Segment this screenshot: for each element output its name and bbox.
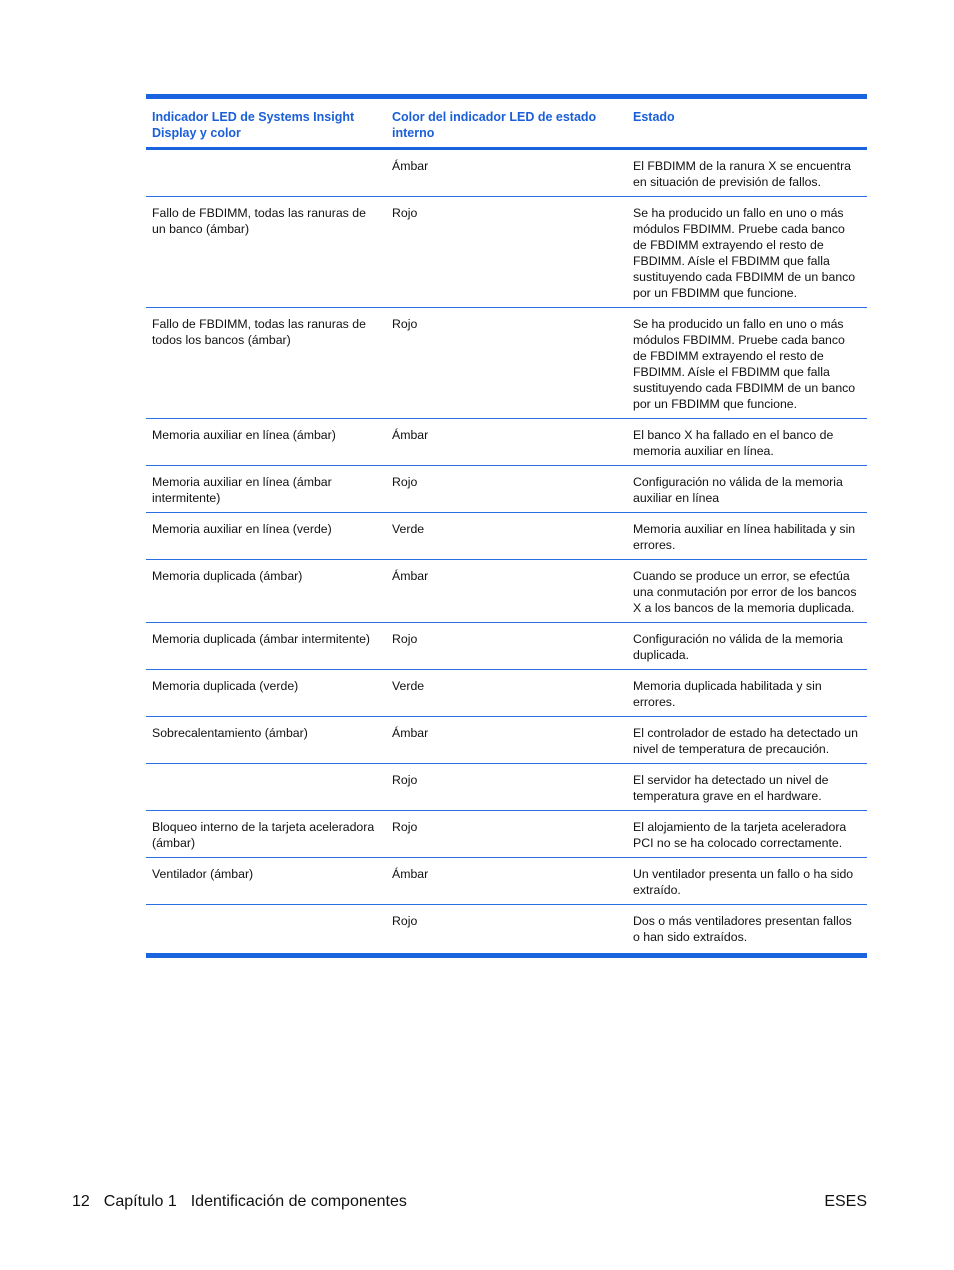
status-table-container	[146, 94, 867, 958]
cell-sid-led: Ventilador (ámbar)	[146, 858, 386, 905]
cell-status: Configuración no válida de la memoria auxiliar en línea	[627, 466, 867, 513]
cell-internal-led: Rojo	[386, 466, 627, 513]
cell-internal-led: Verde	[386, 513, 627, 560]
cell-internal-led: Ámbar	[386, 560, 627, 623]
table-row	[146, 560, 867, 623]
cell-status: Cuando se produce un error, se efectúa una conmutación por error de los bancos X a los bancos de la memoria duplicada.	[627, 560, 867, 623]
table-row	[146, 466, 867, 513]
table-row	[146, 513, 867, 560]
cell-sid-led	[146, 905, 386, 956]
cell-sid-led	[146, 764, 386, 811]
header-sid-led: Indicador LED de Systems Insight Display y color	[146, 97, 386, 149]
table-header-row	[146, 97, 867, 149]
cell-internal-led: Ámbar	[386, 419, 627, 466]
footer-left	[72, 1192, 407, 1212]
led-status-table	[146, 94, 867, 958]
cell-status: El FBDIMM de la ranura X se encuentra en situación de previsión de fallos.	[627, 149, 867, 197]
cell-status: Un ventilador presenta un fallo o ha sido extraído.	[627, 858, 867, 905]
cell-sid-led: Memoria auxiliar en línea (ámbar)	[146, 419, 386, 466]
cell-status: El servidor ha detectado un nivel de temperatura grave en el hardware.	[627, 764, 867, 811]
cell-status: Configuración no válida de la memoria duplicada.	[627, 623, 867, 670]
cell-internal-led: Rojo	[386, 811, 627, 858]
page-number: 12	[72, 1193, 90, 1210]
cell-sid-led: Sobrecalentamiento (ámbar)	[146, 717, 386, 764]
table-row	[146, 623, 867, 670]
cell-status: Dos o más ventiladores presentan fallos o han sido extraídos.	[633, 914, 852, 944]
cell-internal-led: Rojo	[386, 623, 627, 670]
table-row	[146, 717, 867, 764]
cell-internal-led: Ámbar	[386, 858, 627, 905]
cell-internal-led: Verde	[386, 670, 627, 717]
cell-status: El controlador de estado ha detectado un nivel de temperatura de precaución.	[627, 717, 867, 764]
cell-sid-led	[146, 149, 386, 197]
cell-status: Memoria auxiliar en línea habilitada y sin errores.	[627, 513, 867, 560]
cell-internal-led: Rojo	[386, 308, 627, 419]
header-status: Estado	[627, 97, 867, 149]
chapter-title: Identificación de componentes	[190, 1193, 407, 1210]
chapter-label: Capítulo 1	[103, 1193, 177, 1210]
cell-sid-led: Memoria duplicada (verde)	[146, 670, 386, 717]
cell-internal-led: Ámbar	[386, 149, 627, 197]
cell-internal-led: Rojo	[386, 764, 627, 811]
table-row	[146, 905, 867, 956]
cell-status: Memoria duplicada habilitada y sin errores.	[627, 670, 867, 717]
cell-sid-led: Memoria duplicada (ámbar)	[146, 560, 386, 623]
cell-sid-led: Memoria auxiliar en línea (verde)	[146, 513, 386, 560]
cell-sid-led: Bloqueo interno de la tarjeta aceleradora (ámbar)	[146, 811, 386, 858]
cell-status: El banco X ha fallado en el banco de memoria auxiliar en línea.	[627, 419, 867, 466]
table-row	[146, 764, 867, 811]
table-row	[146, 419, 867, 466]
cell-status: Se ha producido un fallo en uno o más módulos FBDIMM. Pruebe cada banco de FBDIMM extrayendo el resto de FBDIMM. Aísle el FBDIMM que falla sustituyendo cada FBDIMM de un banco por un FBDIMM que funcione.	[627, 197, 867, 308]
cell-internal-led: Ámbar	[386, 717, 627, 764]
cell-sid-led: Memoria auxiliar en línea (ámbar intermitente)	[146, 466, 386, 513]
table-row	[146, 811, 867, 858]
cell-status: Se ha producido un fallo en uno o más módulos FBDIMM. Pruebe cada banco de FBDIMM extrayendo el resto de FBDIMM. Aísle el FBDIMM que falla sustituyendo cada FBDIMM de un banco por un FBDIMM que funcione.	[627, 308, 867, 419]
table-row	[146, 197, 867, 308]
table-row	[146, 670, 867, 717]
header-internal-led: Color del indicador LED de estado interno	[386, 97, 627, 149]
table-row	[146, 149, 867, 197]
cell-status: El alojamiento de la tarjeta aceleradora PCI no se ha colocado correctamente.	[627, 811, 867, 858]
table-row	[146, 858, 867, 905]
table-row	[146, 308, 867, 419]
cell-internal-led: Rojo	[386, 197, 627, 308]
cell-sid-led: Fallo de FBDIMM, todas las ranuras de todos los bancos (ámbar)	[146, 308, 386, 419]
cell-sid-led: Fallo de FBDIMM, todas las ranuras de un banco (ámbar)	[146, 197, 386, 308]
cell-sid-led: Memoria duplicada (ámbar intermitente)	[146, 623, 386, 670]
cell-internal-led: Rojo	[392, 914, 418, 928]
footer-locale: ESES	[824, 1193, 867, 1210]
